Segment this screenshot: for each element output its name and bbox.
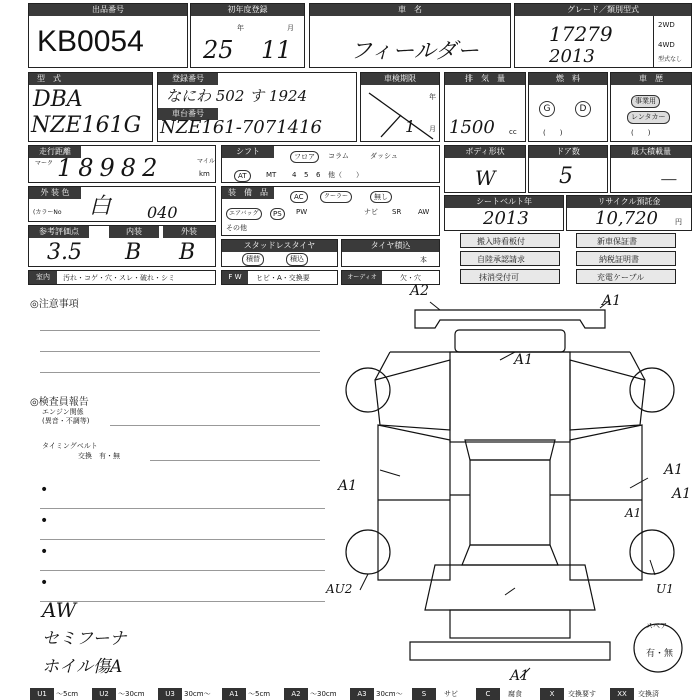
studless-load: 積込 [286,253,308,266]
registration-box [157,72,357,142]
audio-value: 欠・穴 [400,274,421,282]
body-shape-label: ボディ形状 [445,146,525,158]
legend-val-a2: ～30cm [310,690,337,698]
mileage-box [28,145,216,183]
shift-dash: ダッシュ [370,152,398,160]
fw-label: F W [222,271,248,284]
legend-key-u1: U1 [30,688,54,700]
option-buttons [444,233,692,285]
note-aw: AW [42,598,77,622]
note-wheel: ホイル傷A [42,657,123,677]
studless-swap: 積替 [242,253,264,266]
legend-key-s: S [412,688,436,700]
model-prefix: DBA [33,87,83,112]
mark-left-side: A1 [338,478,358,494]
capacity-label: 最大積載量 [611,146,691,158]
lot-label: 出品番号 [29,4,187,16]
audio-label: オーディオ [342,271,382,284]
shift-mt: MT [266,171,277,179]
reg-label: 登録番号 [158,73,218,85]
grade-value: 17279 [549,22,613,46]
mark-rear-right: A1 [625,506,642,520]
report-title: ◎検査員報告 [30,397,89,408]
legend-key-xx: XX [610,688,634,700]
tire-box [341,239,440,267]
insp-month: 1 [405,117,416,136]
seatbelt-label: シートベルト年 [445,196,563,208]
equip-ps: PS [270,208,285,220]
tire-label: タイヤ積込 [342,240,439,252]
car-name-box [309,3,511,68]
capacity-box [610,145,692,193]
grade-label: グレード／類別型式 [515,4,691,16]
shift-box [221,145,440,183]
damage-legend [0,688,700,700]
fw-box [221,270,338,285]
lot-number-box [28,3,188,68]
history-box [610,72,692,142]
btn-warranty-label: 新車保証書 [597,237,637,246]
color-no-label: (カラーNo [33,209,62,216]
history-paren: ( ) [631,129,651,137]
engine-sub: (異音・不調等) [42,417,90,425]
equip-pw: PW [296,208,308,216]
mark-rear-wheel-right: U1 [656,582,674,596]
legend-key-x: X [540,688,564,700]
displacement-label: 排 気 量 [445,73,525,85]
mark-front-bumper-right: A1 [602,293,622,309]
equipment-label: 装 備 品 [222,187,274,199]
color-code: 040 [147,203,178,222]
grade-4wd: 4WD [658,41,675,49]
history-rental: レンタカー [627,111,670,124]
legend-val-a1: ～5cm [248,690,271,698]
car-damage-diagram [330,290,695,685]
engine-line [110,425,320,426]
body-shape-value: W [475,166,496,190]
score-label: 参考評価点 [29,226,89,238]
gear-4: 4 [292,171,297,179]
equip-cooler: クーラー [320,191,352,203]
cc-unit: cc [509,128,517,136]
history-label: 車 歴 [611,73,691,85]
timing-line [150,460,320,461]
equip-sr: SR [392,208,402,216]
interior-grade: B [125,240,142,265]
year-unit: 年 [237,24,244,32]
mark-front-bumper-left: A2 [410,283,430,299]
interior-notes-value: 汚れ・コゲ・穴・スレ・破れ・シミ [63,274,175,282]
legend-val-s: サビ [444,690,458,698]
mark-right-door: A1 [672,486,692,502]
chassis-number: NZE161-7071416 [160,117,322,138]
mark-rear-left: AU2 [326,582,353,596]
first-reg-month: 11 [261,36,292,64]
timing-sub: 交換 有・無 [78,452,120,460]
grade-box [514,3,692,68]
shift-floor: フロア [290,151,319,163]
interior-notes-box [28,270,216,285]
tire-unit: 本 [420,256,427,264]
fuel-label: 燃 料 [529,73,607,85]
lot-number: KB0054 [37,25,144,58]
history-business: 事業用 [631,95,660,108]
first-reg-year: 25 [203,36,234,64]
legend-key-a3: A3 [350,688,374,700]
yen-unit: 円 [675,218,682,226]
equipment-box [221,186,440,236]
exterior-label: 外装 [163,226,215,238]
mark-right-side: A1 [664,462,684,478]
mileage-label: 走行距離 [29,146,81,158]
km-unit: km [199,170,210,178]
month-unit: 月 [287,24,294,32]
chassis-label: 車台番号 [158,108,218,120]
gear-other: 他（ ） [328,171,363,179]
legend-key-c: C [476,688,500,700]
mileage-mark: マーク [35,160,54,167]
engine-label: エンジン関係 [42,408,84,416]
btn-approval[interactable] [460,251,560,266]
model-box [28,72,153,142]
spare-label: スペア [646,622,667,630]
legend-val-c: 腐食 [508,690,522,698]
exterior-grade: B [179,240,196,265]
fuel-g: G [539,101,555,117]
notes-title: ◎注意事項 [30,299,79,310]
insp-month-unit: 月 [429,125,436,133]
inspection-cross-out [361,85,441,143]
doors-value: 5 [559,164,573,189]
recycle-label: リサイクル預託金 [567,196,691,208]
displacement-value: 1500 [449,117,495,138]
model-label: 型 式 [29,73,152,85]
btn-approval-label: 自陸承認請求 [477,255,525,264]
btn-tax[interactable] [576,251,676,266]
interior-label: 内装 [109,226,159,238]
car-name-label: 車 名 [310,4,510,16]
btn-tax-label: 納税証明書 [599,255,639,264]
legend-val-x: 交換要す [568,690,596,698]
shift-column: コラム [328,152,349,160]
score-box [28,225,216,267]
inspection-box [360,72,440,142]
equip-airbag: エアバッグ [226,208,262,220]
equip-ac: AC [290,191,308,203]
shift-at: AT [234,170,251,182]
mileage-value: 18982 [57,154,164,182]
note-dent: セミフーナ [42,629,127,649]
fw-value: ヒビ・A・交換要 [256,274,310,282]
btn-warranty[interactable] [576,233,676,248]
shift-label: シフト [222,146,274,158]
color-value: 白 [89,194,112,219]
btn-cable-label: 充電ケーブル [597,273,645,282]
btn-signboard-label: 搬入時看板付 [477,237,525,246]
mile-unit: マイル [197,158,215,165]
interior-notes-label: 室内 [29,271,57,284]
seatbelt-box [444,195,564,231]
grade-2wd: 2WD [658,21,675,29]
mark-rear-bumper: A1 [510,668,530,684]
doors-box [528,145,608,193]
studless-label: スタッドレスタイヤ [222,240,337,252]
spare-value: 有・無 [646,649,674,659]
first-registration-box [190,3,305,68]
displacement-box [444,72,526,142]
btn-deregister-label: 抹消受付可 [479,273,519,282]
equip-none: 無し [370,191,392,203]
color-box [28,186,216,222]
btn-signboard[interactable] [460,233,560,248]
studless-box [221,239,338,267]
legend-val-u3: 30cm～ [184,690,211,698]
score-value: 3.5 [47,240,82,265]
insp-year-unit: 年 [429,93,436,101]
notes-lines [40,310,320,373]
body-shape-box [444,145,526,193]
legend-key-a2: A2 [284,688,308,700]
legend-val-u1: ～5cm [56,690,79,698]
inspection-label: 車検期限 [361,73,439,85]
grade-none: 型式なし [658,56,683,63]
report-bullets: • • • • [40,478,325,602]
gear-6: 6 [316,171,321,179]
legend-key-u3: U3 [158,688,182,700]
doors-label: ドア数 [529,146,607,158]
model-code: NZE161G [31,113,142,138]
gear-5: 5 [304,171,309,179]
capacity-value: － [657,168,677,192]
equip-other: その他 [226,224,247,232]
reg-number: なにわ 502 す 1924 [166,87,308,105]
fuel-paren: ( ) [543,129,563,137]
mark-hood: A1 [514,352,534,368]
recycle-box [566,195,692,231]
car-name-value: フィールダー [350,39,479,64]
timing-label: タイミングベルト [42,442,98,450]
legend-val-a3: 30cm～ [376,690,403,698]
legend-key-a1: A1 [222,688,246,700]
fuel-d: D [575,101,591,117]
btn-cable[interactable] [576,269,676,284]
btn-deregister[interactable] [460,269,560,284]
legend-val-u2: ～30cm [118,690,145,698]
legend-key-u2: U2 [92,688,116,700]
equip-aw: AW [418,208,430,216]
legend-val-xx: 交換済 [638,690,659,698]
first-reg-label: 初年度登録 [191,4,304,16]
equip-navi: ナビ [364,208,378,216]
recycle-value: 10,720 [595,208,658,229]
grade-year: 2013 [549,46,595,67]
seatbelt-value: 2013 [483,208,529,229]
color-label: 外 装 色 [29,187,81,199]
fuel-box [528,72,608,142]
